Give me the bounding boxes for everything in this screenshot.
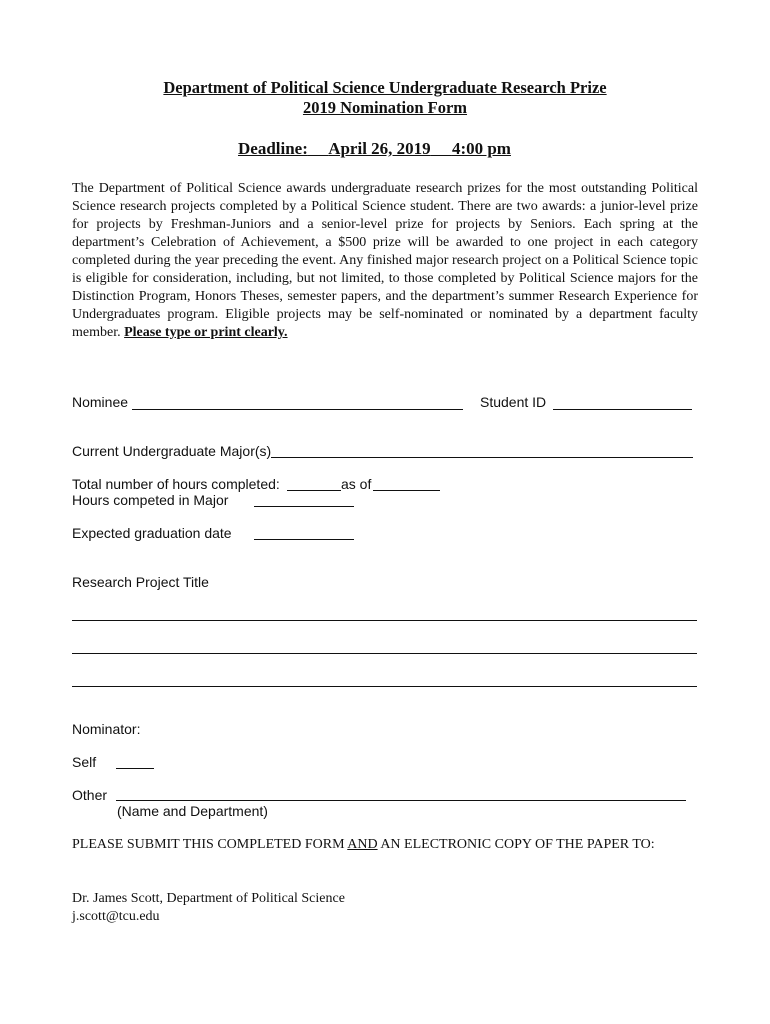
project-title-label: Research Project Title [72,574,209,590]
submit-text-after: AN ELECTRONIC COPY OF THE PAPER TO: [377,837,655,852]
form-subtitle: 2019 Nomination Form [302,98,468,117]
student-id-label: Student ID [480,394,547,410]
total-hours-label: Total number of hours completed: [72,476,280,492]
form-title: Department of Political Science Undergraduate Research Prize [163,78,607,97]
project-title-line-2[interactable] [72,653,697,654]
as-of-field[interactable] [373,490,440,491]
hours-major-label: Hours competed in Major [72,492,229,508]
grad-date-field[interactable] [254,539,354,540]
project-title-line-1[interactable] [72,620,697,621]
self-field[interactable] [116,768,154,769]
self-label: Self [72,754,97,770]
grad-date-label: Expected graduation date [72,525,232,541]
nominee-field[interactable] [132,409,463,410]
deadline-label: Deadline: [238,139,308,158]
print-clearly-note: Please type or print clearly. [124,325,288,340]
other-field[interactable] [116,800,686,801]
major-label: Current Undergraduate Major(s) [72,443,272,459]
intro-paragraph [72,180,698,342]
contact-name: Dr. James Scott, Department of Political Science [72,891,345,906]
name-dept-hint: (Name and Department) [117,803,268,819]
other-label: Other [72,787,108,803]
major-field[interactable] [271,457,693,458]
student-id-field[interactable] [553,409,692,410]
project-title-line-3[interactable] [72,686,697,687]
contact-email: j.scott@tcu.edu [72,909,160,924]
hours-major-field[interactable] [254,506,354,507]
nominee-label: Nominee [72,394,129,410]
deadline-date: April 26, 2019 [328,139,431,158]
as-of-label: as of [341,476,372,492]
total-hours-field[interactable] [287,490,341,491]
submit-text-before: PLEASE SUBMIT THIS COMPLETED FORM [72,837,348,852]
deadline-time: 4:00 pm [451,139,511,158]
intro-text: The Department of Political Science awards undergraduate research prizes for the most outstanding Political Science research projects completed by a Political Science student. There are two awards: a junior-level prize for projects by Freshman-Juniors and a senior-level prize for projects by Seniors. Each spring at the department’s Celebration of Achievement, a $500 prize will be awarded to one project in each category completed during the year preceding the event. Any finished major research project on a Political Science topic is eligible for consideration, including, but not limited, to those completed by Political Science majors for the Distinction Program, Honors Theses, semester papers, and the department’s summer Research Experience for Undergraduates program. Eligible projects may be self-nominated or nominated by a department faculty member. [72,181,698,340]
submit-and: AND [347,837,378,852]
nominator-label: Nominator: [72,721,141,737]
deadline [238,139,511,159]
submit-instructions [72,836,697,854]
